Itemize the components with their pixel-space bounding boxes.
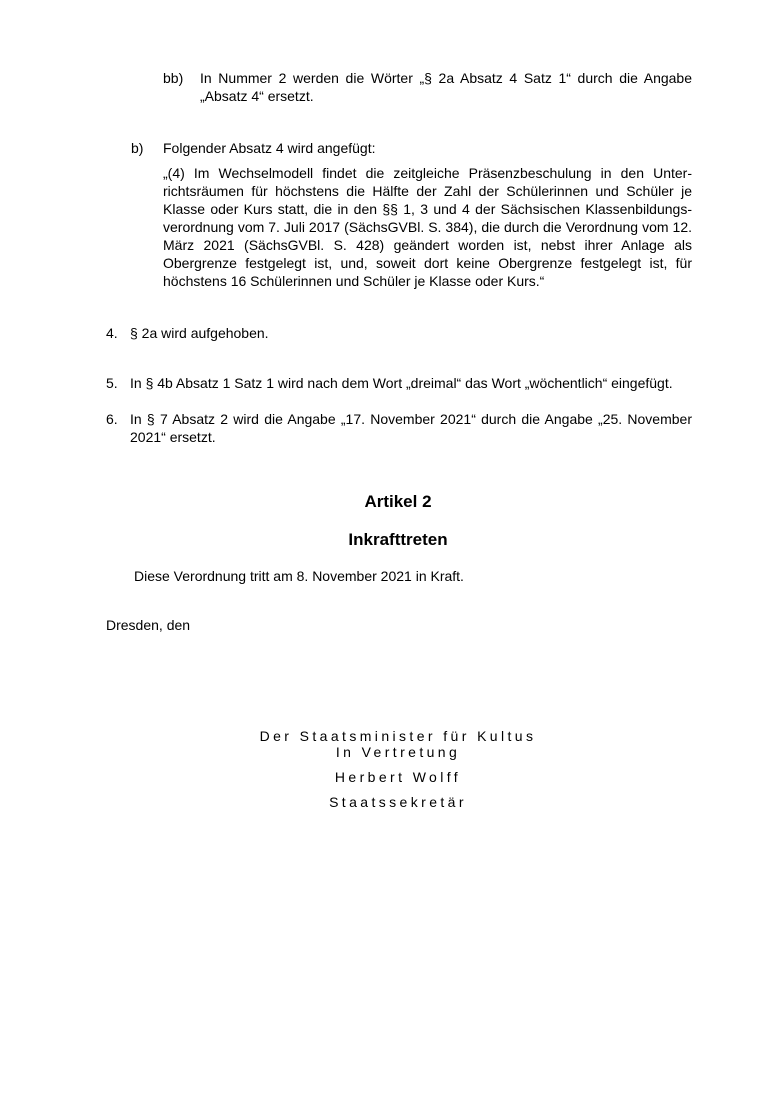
article-title: Inkrafttreten — [348, 530, 448, 549]
signature-line1: Der Staatsminister für Kultus — [259, 728, 537, 744]
place-date: Dresden, den — [106, 617, 191, 633]
item-5-text: In § 4b Absatz 1 Satz 1 wird nach dem Wort „dreimal“ das Wort „wöchentlich“ eingefügt. — [130, 375, 673, 391]
item-4-text: § 2a wird aufgehoben. — [130, 325, 269, 341]
article-body: Diese Verordnung tritt am 8. November 2021 in Kraft. — [134, 568, 464, 584]
item-5-label: 5. — [106, 375, 118, 391]
item-bb-text: In Nummer 2 werden die Wörter „§ 2a Absatz 4 Satz 1“ durch die Angabe „Absatz 4“ ersetzt. — [200, 70, 692, 104]
item-bb-label: bb) — [163, 70, 184, 86]
item-b-text: Folgender Absatz 4 wird angefügt: — [163, 140, 376, 156]
signature-line2: In Vertretung — [335, 744, 461, 760]
signature-role: Staatssekretär — [329, 794, 467, 810]
item-b-label: b) — [131, 140, 144, 156]
article-number: Artikel 2 — [364, 492, 432, 511]
signature-name: Herbert Wolff — [334, 769, 462, 785]
item-6-text: In § 7 Absatz 2 wird die Angabe „17. November 2021“ durch die Angabe „25. November 2021“ ersetzt. — [130, 411, 692, 445]
item-6-label: 6. — [106, 411, 118, 427]
item-4-label: 4. — [106, 325, 118, 341]
item-b-quote: „(4) Im Wechselmodell findet die zeitgleiche Präsenzbeschulung in den Unter-richtsräumen für höchstens die Hälfte der Zahl der Schülerinnen und Schüler je Klasse oder Kurs statt, die in den §§ 1, 3 und 4 der Sächsischen Klassenbildungs-verordnung vom 7. Juli 2017 (SächsGVBl. S. 384), die durch die Verordnung vom 12. März 2021 (SächsGVBl. S. 428) geändert worden ist, nebst ihrer Anlage als Obergrenze festgelegt ist, und, soweit dort keine Obergrenze festgelegt ist, für höchstens 16 Schülerinnen und Schüler je Klasse oder Kurs.“ — [163, 165, 692, 289]
